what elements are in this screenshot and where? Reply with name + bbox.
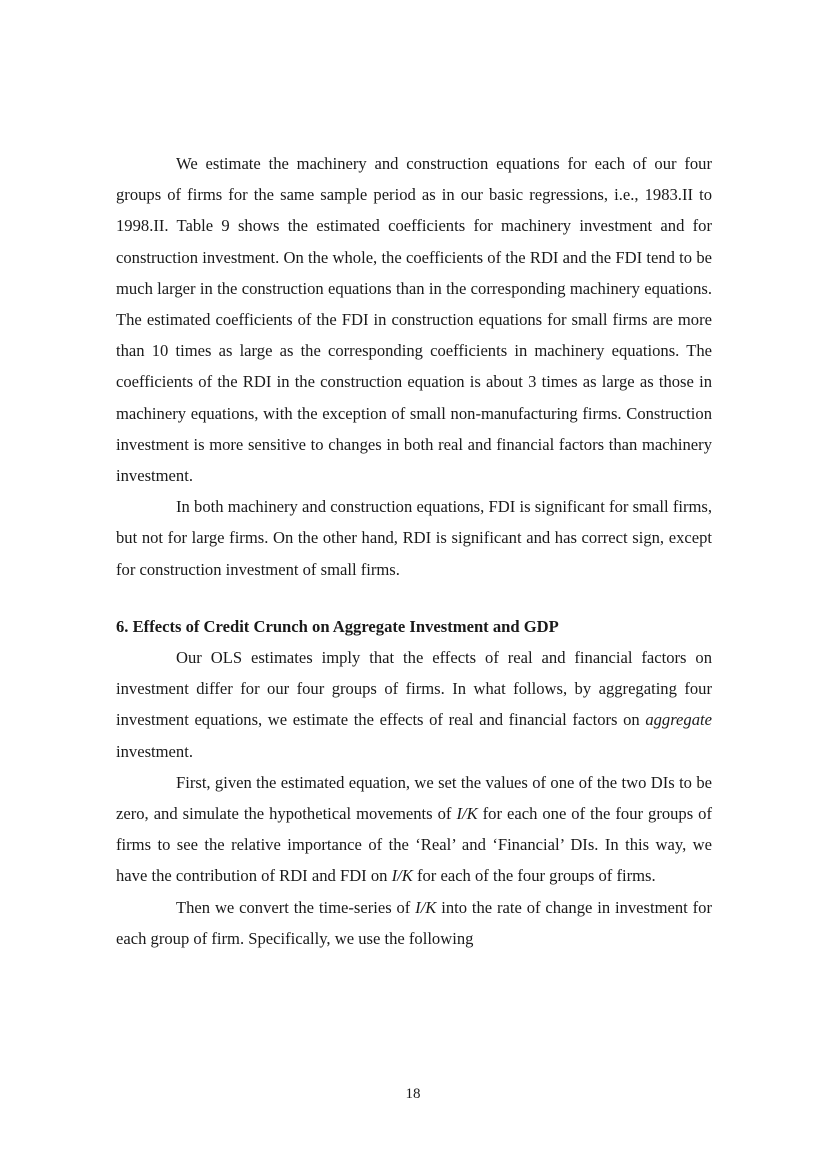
paragraph [116,491,712,585]
text-segment: We estimate the machinery and construction equations for each of our four groups of firms for the same sample period as in our basic regressions, i.e., 1983.II to 1998.II. Table 9 shows the estimated coefficients for machinery investment and for construction investment. On the whole, the coefficients of the RDI and the FDI tend to be much larger in the construction equations than in the corresponding machinery equations. The estimated coefficients of the FDI in construction equations for small firms are more than 10 times as large as the corresponding coefficients in machinery equations. The coefficients of the RDI in the construction equation is about 3 times as large as those in machinery equations, with the exception of small non-manufacturing firms. Construction investment is more sensitive to changes in both real and financial factors than machinery investment. [116,154,712,486]
paragraph [116,148,712,491]
italic-term: I/K [391,866,413,886]
text-segment: First, given the estimated equation, we set the values of one of the two DIs to be zero, and simulate the hypothetical movements of [116,772,712,824]
paragraph [116,642,712,767]
section-heading: 6. Effects of Credit Crunch on Aggregate Investment and GDP [116,616,559,636]
paragraphs-before-section [116,148,712,585]
text-segment: Then we convert the time-series of [176,897,416,917]
italic-term: aggregate [645,710,712,730]
paragraphs-after-section [116,642,712,954]
body-text [116,148,712,954]
paragraph [116,767,712,892]
page-number: 18 [405,1086,421,1102]
text-segment: Our OLS estimates imply that the effects of real and financial factors on investment differ for our four groups of firms. In what follows, by aggregating four investment equations, we estimate the effects of real and financial factors on [116,648,712,730]
text-segment: for each one of the four groups of firms to see the relative importance of the ‘Real’ and ‘Financial’ DIs. In this way, we have the contribution of RDI and FDI on [116,804,713,886]
italic-term: I/K [456,804,478,824]
paragraph [116,892,712,954]
text-segment: into the rate of change in investment for each group of firm. Specifically, we use the following [116,897,712,948]
text-segment: for each of the four groups of firms. [412,866,656,886]
italic-term: I/K [415,897,437,917]
text-segment: In both machinery and construction equations, FDI is significant for small firms, but not for large firms. On the other hand, RDI is significant and has correct sign, except for construction investment of small firms. [116,497,712,579]
text-segment: investment. [116,741,193,761]
